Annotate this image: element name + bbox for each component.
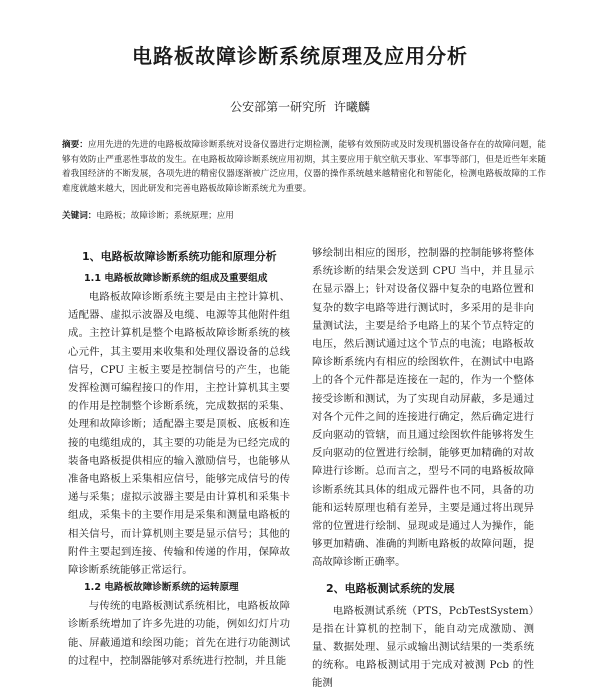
right-column [312, 244, 534, 693]
section-1-1-paragraph: 电路板故障诊断系统主要是由主控计算机、适配器、虚拟示波器及电缆、电源等其他附件组成。主控计算机是整个电路板故障诊断系统的核心元件，其主要用来收集和处理仪器设备的总线信号，CPU 主板主要是控制信号的产生，也能发挥检测可编程接口的作用，主控计算机其主要的作用是控制整个诊断系统，完成数据的采集、处理和故障诊断；适配器主要是顶板、底板和连接的电缆组成的，其主要的功能是为已经完成的装备电路板提供相应的输入激励信号，也能够从准备电路板上采集相应信号，能够完成信号的传递与采集；虚拟示波器主要是由计算机和采集卡组成，采集卡的主要作用是采集和测量电路板的相关信号，而计算机则主要是显示信号；其他的附件主要起到连接、传输和传递的作用，保障故障诊断系统能够正常运行。 [68, 291, 290, 577]
abstract [62, 138, 546, 196]
section-1-2-heading: 1.2 电路板故障诊断系统的运转原理 [84, 582, 239, 594]
keywords [62, 209, 546, 223]
section-1-1-heading: 1.1 电路板故障诊断系统的组成及重要组成 [84, 273, 268, 284]
abstract-label: 摘要： [62, 140, 88, 150]
section-1-2-paragraph: 与传统的电路板测试系统相比，电路板故障诊断系统增加了许多先进的功能，例如幻灯片功能、屏蔽通道和绘图功能；首先在进行功能测试的过程中，控制器能够对系统进行控制，并且能 [68, 600, 290, 667]
abstract-text: 应用先进的先进的电路板故障诊断系统对设备仪器进行定期检测，能够有效预防或及时发现机器设备存在的故障问题，能够有效防止严重恶性事故的发生。在电路板故障诊断系统应用初期，其主要应用于航空航天事业、军事等部门，但是近些年来随着我国经济的不断发展，各项先进的精密仪器逐渐被广泛应用，仪器的操作系统越来越精密化和智能化，检测电路板故障的工作难度就越来越大，因此研发和完善电路板故障诊断系统尤为重要。 [62, 140, 546, 194]
author-line: 公安部第一研究所 许曦麟 [230, 100, 370, 114]
section-1-heading: 1、电路板故障诊断系统功能和原理分析 [82, 250, 277, 263]
section-2-heading: 2、电路板测试系统的发展 [326, 581, 455, 595]
left-column [68, 240, 290, 670]
keywords-text: 电路板；故障诊断；系统原理；应用 [96, 211, 234, 221]
keywords-label: 关键词： [62, 211, 97, 221]
right-paragraph-2: 电路板测试系统（PTS，PcbTestSystem）是指在计算机的控制下，能自动完成激励、测量、数据处理、显示或输出测试结果的一类系统的统称。电路板测试用于完成对被测 Pcb 的性能测 [312, 604, 534, 690]
paper-title: 电路板故障诊断系统原理及应用分析 [132, 44, 468, 68]
right-paragraph-1: 够绘制出相应的图形，控制器的控制能够将整体系统诊断的结果会发送到 CPU 当中，并且显示在显示器上；针对设备仪器中复杂的电路位置和复杂的数字电路等进行测试时，多采用的是非向量测试法，主要是给予电路上的某个节点特定的电压，然后测试通过这个节点的电流；电路板故障诊断系统内有相应的绘图软件，在测试中电路上的各个元件都是连接在一起的，作为一个整体接受诊断和测试，为了实现自动屏蔽，多是通过对各个元件之间的连接进行确定，然后确定进行反向驱动的管辖，而且通过绘图软件能够将发生反向驱动的位置进行绘制，能够更加精确的对故障进行诊断。总而言之，型号不同的电路板故障诊断系统其具体的组成元器件也不同，具备的功能和运转原理也稍有差异，主要是通过将出现异常的位置进行绘制、显现或是通过人为操作，能够更加精确、准确的判断电路板的故障问题，提高故障诊断正确率。 [312, 247, 534, 569]
